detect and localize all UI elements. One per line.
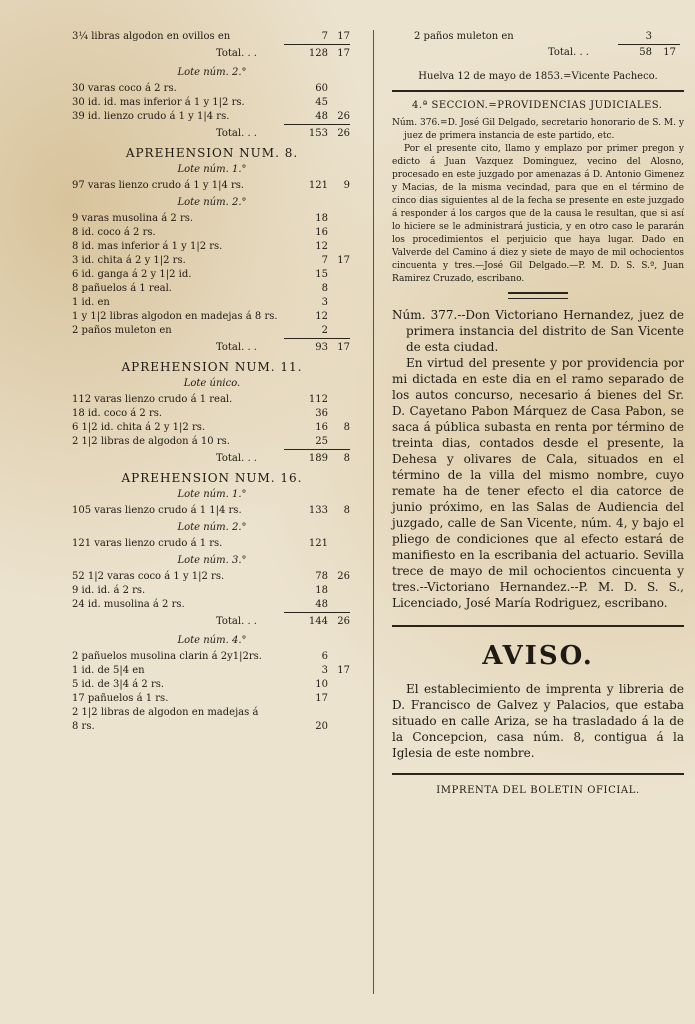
amount-reales: 48 (315, 599, 328, 610)
amount-reales: 18 (315, 213, 328, 224)
table-row (62, 82, 362, 96)
amount-reales: 36 (315, 408, 328, 419)
column-divider (373, 30, 374, 994)
notice-376-body: Por el presente cito, llamo y emplazo por primer pregon y edicto á Juan Vazquez Dominguez, vecino del Alosno, procesado en este juzgado por amenazas á D. Antonio Gimenez y Macias, de la misma vecindad, para que en el término de cinco dias siguientes al de la fecha se presente en este juzgado á responder á los cargos que de la causa le resultan, que si así lo hiciere se le administrará justicia, y en otro caso le pararán los procedimientos el perjuicio que haya lugar. Dado en Valverde del Camino á diez y siete de mayo de mil ochocientos cincuenta y tres.—José Gil Delgado.—P. M. D. S. S.ª, Juan Ramirez Cruzado, escribano. (392, 144, 684, 284)
item-description: 9 varas musolina á 2 rs. (72, 213, 194, 224)
table-row (62, 407, 362, 421)
right-column (392, 30, 684, 796)
table-row (62, 570, 362, 584)
table-row (62, 212, 362, 226)
amount-maravedis: 26 (337, 571, 350, 582)
item-description: 112 varas lienzo crudo á 1 real. (72, 394, 233, 405)
table-row (62, 110, 362, 124)
table-row (62, 678, 362, 692)
amount-maravedis: 9 (343, 180, 350, 191)
amount-reales: 6 (321, 651, 328, 662)
amount-reales: 12 (315, 241, 328, 252)
item-description: 2 1|2 libras de algodon á 10 rs. (72, 436, 230, 447)
row-group (62, 504, 362, 518)
table-row (62, 324, 362, 338)
amount-maravedis: 8 (343, 505, 350, 516)
amount-reales: 7 (321, 255, 328, 266)
table-row (62, 226, 362, 240)
item-description: 8 id. coco á 2 rs. (72, 227, 156, 238)
item-description: 2 paños muleton en (72, 325, 172, 336)
table-row (62, 179, 362, 193)
item-description: 2 pañuelos musolina clarin á 2y1|2rs. (72, 651, 262, 662)
row-group (62, 570, 362, 612)
amount-reales: 20 (315, 721, 328, 732)
item-description: 8 pañuelos á 1 real. (72, 283, 172, 294)
aviso-text: El establecimiento de imprenta y libreria de D. Francisco de Galvez y Palacios, que estaba situado en calle Ariza, se ha trasladado á la de la Concepcion, casa núm. 8, contigua á la Iglesia de este nombre. (392, 682, 684, 760)
aviso-title: AVISO. (482, 641, 594, 671)
item-description: 6 id. ganga á 2 y 1|2 id. (72, 269, 192, 280)
section-header: APREHENSION NUM. 16. (121, 471, 303, 485)
table-row (62, 421, 362, 435)
table-row (62, 664, 362, 678)
item-description: 8 rs. (72, 721, 95, 732)
section-rule (392, 625, 684, 627)
table-row: 3¼ libras algodon en ovillos en 7 17 (72, 31, 350, 42)
item-description: 9 id. id. á 2 rs. (72, 585, 146, 596)
amount-reales: 16 (315, 227, 328, 238)
table-row (62, 504, 362, 518)
signature-line: Huelva 12 de mayo de 1853.=Vicente Pacheco. (418, 71, 658, 82)
amount-reales: 12 (315, 311, 328, 322)
table-row (62, 598, 362, 612)
lote-title: Lote núm. 2.° (177, 197, 247, 208)
lote-title: Lote núm. 4.° (177, 635, 247, 646)
amount-reales: 2 (321, 325, 328, 336)
item-description: 6 1|2 id. chita á 2 y 1|2 rs. (72, 422, 206, 433)
lote-title: Lote núm. 2.° (177, 67, 247, 78)
section-rule (392, 773, 684, 775)
section-header: APREHENSION NUM. 8. (125, 146, 299, 160)
table-row (62, 268, 362, 282)
lote-title: Lote núm. 1.° (177, 489, 247, 500)
row-group (62, 212, 362, 338)
section-header: APREHENSION NUM. 11. (121, 360, 303, 374)
table-row (62, 650, 362, 664)
amount-reales: 3 (321, 665, 328, 676)
item-description: 97 varas lienzo crudo á 1 y 1|4 rs. (72, 180, 245, 191)
item-description: 1 id. de 5|4 en (72, 665, 145, 676)
amount-reales: 3 (321, 297, 328, 308)
amount-reales: 15 (315, 269, 328, 280)
table-row (62, 393, 362, 407)
lote-title: Lote único. (183, 378, 241, 389)
amount-reales: 17 (315, 693, 328, 704)
row-group (62, 537, 362, 551)
section-title: 4.ª SECCION.=PROVIDENCIAS JUDICIALES. (412, 100, 663, 111)
item-description: 24 id. musolina á 2 rs. (72, 599, 185, 610)
notice-376-heading: Núm. 376.=D. José Gil Delgado, secretario honorario de S. M. y juez de primera instancia de este partido, etc. (392, 118, 684, 141)
lote-title: Lote núm. 3.° (177, 555, 247, 566)
left-column (62, 30, 362, 734)
item-description: 30 varas coco á 2 rs. (72, 83, 177, 94)
amount-reales: 16 (315, 422, 328, 433)
total-row: Total. . . 189 8 (216, 453, 350, 464)
item-description: 5 id. de 3|4 á 2 rs. (72, 679, 165, 690)
table-row (62, 692, 362, 706)
amount-reales: 48 (315, 111, 328, 122)
amount-reales: 8 (321, 283, 328, 294)
item-description: 52 1|2 varas coco á 1 y 1|2 rs. (72, 571, 225, 582)
lote-title: Lote núm. 2.° (177, 522, 247, 533)
amount-reales: 60 (315, 83, 328, 94)
table-row (62, 584, 362, 598)
total-row: Total. . . 93 17 (216, 342, 350, 353)
row-group (62, 393, 362, 449)
item-description: 105 varas lienzo crudo á 1 1|4 rs. (72, 505, 242, 516)
item-description: 30 id. id. mas inferior á 1 y 1|2 rs. (72, 97, 245, 108)
amount-reales: 18 (315, 585, 328, 596)
table-row (62, 296, 362, 310)
total-row: Total. . . 128 17 (216, 48, 350, 59)
table-row (62, 435, 362, 449)
item-description: 39 id. lienzo crudo á 1 y 1|4 rs. (72, 111, 230, 122)
table-row (62, 537, 362, 551)
item-description: 8 id. mas inferior á 1 y 1|2 rs. (72, 241, 223, 252)
printer-footer: IMPRENTA DEL BOLETIN OFICIAL. (436, 785, 640, 796)
row-group (62, 179, 362, 193)
total-row: Total. . . 144 26 (216, 616, 350, 627)
section-rule (392, 90, 684, 92)
amount-maravedis: 26 (337, 111, 350, 122)
item-description: 1 id. en (72, 297, 110, 308)
amount-reales: 112 (308, 394, 328, 405)
notice-377-body: En virtud del presente y por providencia por mi dictada en este dia en el ramo separado de los autos concurso, necesario á bienes del Sr. D. Cayetano Pabon Márquez de Casa Pabon, se saca á pública subasta en renta por término de treinta dias, contados desde el presente, la Dehesa y olivares de Cala, situados en el término de la villa del mismo nombre, cuyo remate ha de tener efecto el dia catorce de junio próximo, en las Salas de Audiencia del juzgado, calle de San Vicente, núm. 4, y bajo el pliego de condiciones que al efecto estará de manifiesto en la escribania del actuario. Sevilla trece de mayo de mil ochocientos cincuenta y tres.--Victoriano Hernandez.--P. M. D. S. S., Licenciado, José María Rodriguez, escribano. (392, 356, 684, 610)
item-description: 3 id. chita á 2 y 1|2 rs. (72, 255, 186, 266)
ornament-rule (508, 292, 568, 299)
table-row (62, 282, 362, 296)
row-group (62, 650, 362, 734)
amount-reales: 121 (308, 538, 328, 549)
table-row (62, 240, 362, 254)
total-row: Total. . . 58 17 (548, 47, 676, 58)
amount-maravedis: 17 (337, 665, 350, 676)
row-group (62, 82, 362, 124)
table-row (62, 720, 362, 734)
table-row (62, 254, 362, 268)
amount-maravedis: 8 (343, 422, 350, 433)
amount-reales: 10 (315, 679, 328, 690)
table-row (62, 310, 362, 324)
item-description: 121 varas lienzo crudo á 1 rs. (72, 538, 223, 549)
table-row (62, 706, 362, 720)
total-row: Total. . . 153 26 (216, 128, 350, 139)
amount-reales: 133 (308, 505, 328, 516)
item-description: 17 pañuelos á 1 rs. (72, 693, 169, 704)
item-description: 18 id. coco á 2 rs. (72, 408, 163, 419)
amount-reales: 78 (315, 571, 328, 582)
amount-reales: 121 (308, 180, 328, 191)
table-row: 2 paños muleton en 3 (414, 31, 652, 42)
item-description: 1 y 1|2 libras algodon en madejas á 8 rs. (72, 311, 278, 322)
notice-377-heading: Núm. 377.--Don Victoriano Hernandez, juez de primera instancia del distrito de San Vicente de esta ciudad. (392, 308, 684, 354)
table-row (62, 96, 362, 110)
amount-maravedis: 17 (337, 255, 350, 266)
amount-reales: 25 (315, 436, 328, 447)
amount-reales: 45 (315, 97, 328, 108)
lote-title: Lote núm. 1.° (177, 164, 247, 175)
item-description: 2 1|2 libras de algodon en madejas á (72, 707, 259, 718)
